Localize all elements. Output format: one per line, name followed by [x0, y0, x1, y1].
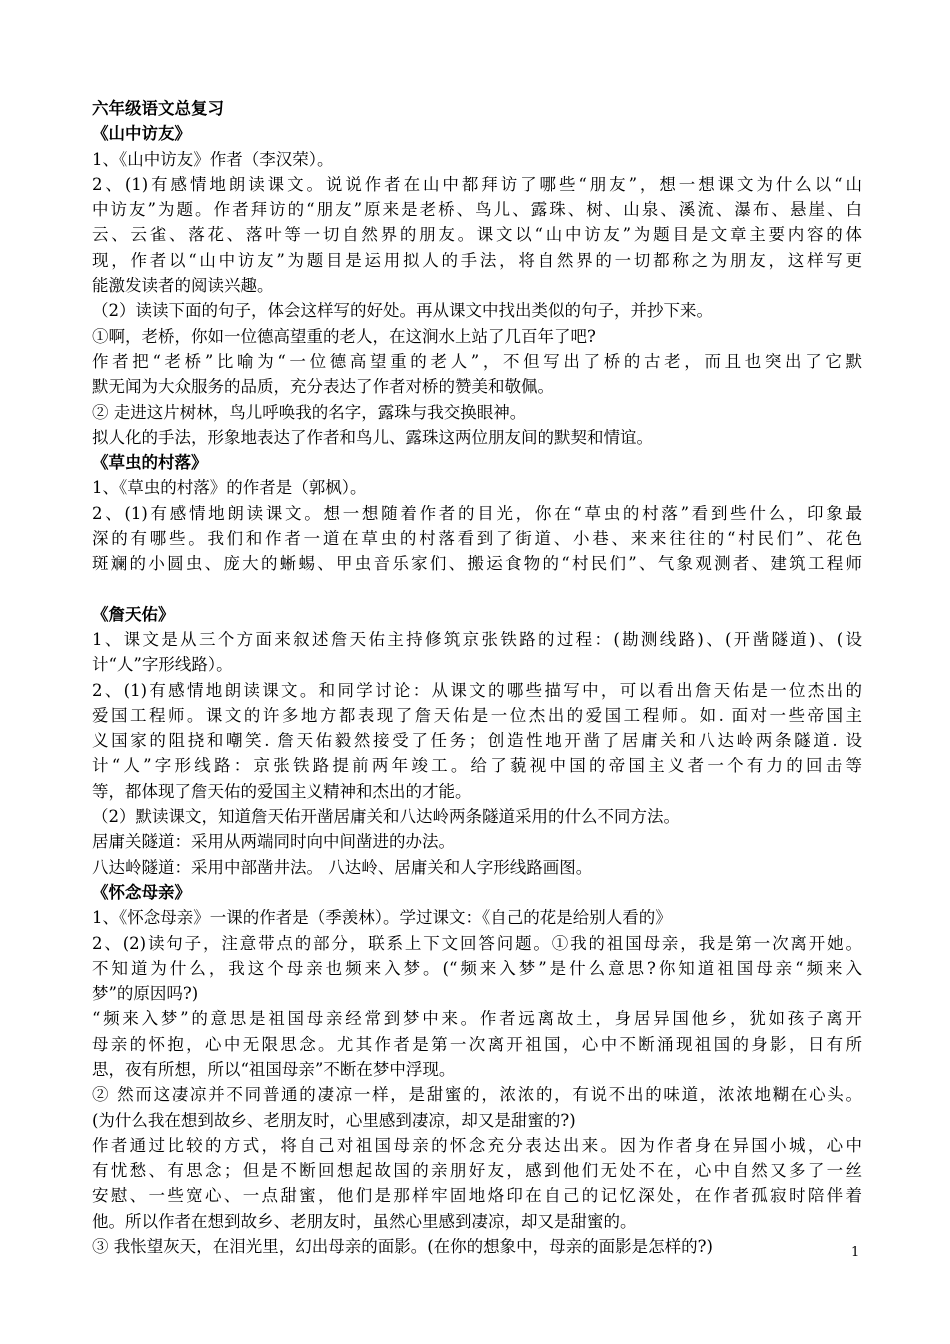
document-title: 六年级语文总复习: [92, 99, 224, 118]
paragraph-line: 云、云雀、落花、落叶等一切自然界的朋友。课文以“山中访友”为题目是文章主要内容的体: [92, 225, 862, 245]
paragraph-line: （2）默读课文，知道詹天佑开凿居庸关和八达岭两条隧道采用的什么不同方法。: [92, 807, 680, 827]
paragraph-line: 等，都体现了詹天佑的爱国主义精神和杰出的才能。: [92, 781, 472, 801]
paragraph-line: 义国家的阻挠和嘲笑. 詹天佑毅然接受了任务；创造性地开凿了居庸关和八达岭两条隧道. 设: [92, 731, 862, 751]
paragraph-line: 斑斓的小圆虫、庞大的蜥蜴、甲虫音乐家们、搬运食物的“村民们”、气象观测者、建筑工程师: [92, 554, 862, 574]
section-heading: 《詹天佑》: [92, 604, 175, 624]
paragraph-line: 计“人”字形线路：京张铁路提前两年竣工。给了藐视中国的帝国主义者一个有力的回击等: [92, 756, 862, 776]
paragraph-line: 有忧愁、有思念；但是不断回想起故国的亲朋好友，感到他们无处不在，心中自然又多了一丝: [92, 1161, 862, 1181]
blank-line: [92, 577, 862, 602]
paragraph-line: 梦”的原因吗?): [92, 984, 199, 1004]
paragraph-line: 不知道为什么，我这个母亲也频来入梦。(“频来入梦”是什么意思?你知道祖国母亲“频来入: [92, 958, 862, 978]
paragraph-line: 八达岭隧道：采用中部凿井法。 八达岭、居庸关和人字形线路画图。: [92, 857, 593, 877]
paragraph-line: 爱国工程师。课文的许多地方都表现了詹天佑是一位杰出的爱国工程师。如. 面对一些帝国主: [92, 705, 862, 725]
paragraph-line: （2）读读下面的句子，体会这样写的好处。再从课文中找出类似的句子，并抄下来。: [92, 301, 713, 321]
section-heading: 《怀念母亲》: [92, 882, 191, 902]
paragraph-line: 居庸关隧道：采用从两端同时向中间凿进的办法。: [92, 832, 455, 852]
paragraph-line: ③ 我怅望灰天，在泪光里，幻出母亲的面影。(在你的想象中，母亲的面影是怎样的?): [92, 1237, 713, 1257]
paragraph-line: ② 然而这凄凉并不同普通的凄凉一样，是甜蜜的，浓浓的，有说不出的味道，浓浓地糊在心头。: [92, 1085, 862, 1105]
paragraph-line: 深的有哪些。我们和作者一道在草虫的村落看到了街道、小巷、来来往往的“村民们”、花色: [92, 529, 862, 549]
paragraph-line: 安慰、一些宽心、一点甜蜜，他们是那样牢固地烙印在自己的记忆深处，在作者孤寂时陪伴着: [92, 1186, 862, 1206]
paragraph-line: 2、(2)读句子，注意带点的部分，联系上下文回答问题。①我的祖国母亲，我是第一次离开她。: [92, 933, 862, 953]
paragraph-line: ①啊，老桥，你如一位德高望重的老人，在这涧水上站了几百年了吧?: [92, 326, 596, 346]
document-page: [92, 96, 862, 1259]
paragraph-line: 2、(1)有感情地朗读课文。想一想随着作者的目光，你在“草虫的村落”看到些什么，印象最: [92, 503, 862, 523]
paragraph-line: 作者通过比较的方式，将自己对祖国母亲的怀念充分表达出来。因为作者身在异国小城，心中: [92, 1135, 862, 1155]
paragraph-line: 默无闻为大众服务的品质，充分表达了作者对桥的赞美和敬佩。: [92, 377, 554, 397]
paragraph-line: 1、《山中访友》作者（李汉荣）。: [92, 149, 334, 169]
paragraph-line: 拟人化的手法，形象地表达了作者和鸟儿、露珠这两位朋友间的默契和情谊。: [92, 427, 653, 447]
paragraph-line: 计“人”字形线路）。: [92, 655, 233, 675]
paragraph-line: 作者把“老桥”比喻为“一位德高望重的老人”，不但写出了桥的古老，而且也突出了它默: [92, 351, 862, 371]
page-number: 1: [851, 1245, 860, 1260]
paragraph-line: 现，作者以“山中访友”为题目是运用拟人的手法，将自然界的一切都称之为朋友，这样写更: [92, 250, 862, 270]
paragraph-line: “频来入梦”的意思是祖国母亲经常到梦中来。作者远离故土，身居异国他乡，犹如孩子离开: [92, 1009, 862, 1029]
paragraph-line: 思，夜有所想，所以“祖国母亲”不断在梦中浮现。: [92, 1059, 456, 1079]
section-heading: 《山中访友》: [92, 124, 191, 144]
paragraph-line: 2、(1)有感情地朗读课文。和同学讨论：从课文的哪些描写中，可以看出詹天佑是一位杰出的: [92, 680, 862, 700]
paragraph-line: 能激发读者的阅读兴趣。: [92, 276, 274, 296]
paragraph-line: 1、《怀念母亲》一课的作者是（季羡林）。学过课文：《自己的花是给别人看的》: [92, 908, 672, 928]
paragraph-line: 1、《草虫的村落》的作者是（郭枫）。: [92, 478, 367, 498]
paragraph-line: 1、课文是从三个方面来叙述詹天佑主持修筑京张铁路的过程：(勘测线路)、(开凿隧道)、(设: [92, 629, 862, 649]
document-body: [92, 121, 862, 1259]
paragraph-line: 中访友”为题。作者拜访的“朋友”原来是老桥、鸟儿、露珠、树、山泉、溪流、瀑布、悬崖、白: [92, 200, 862, 220]
paragraph-line: 母亲的怀抱，心中无限思念。尤其作者是第一次离开祖国，心中不断涌现祖国的身影，日有所: [92, 1034, 862, 1054]
paragraph-line: 他。所以作者在想到故乡、老朋友时，虽然心里感到凄凉，却又是甜蜜的。: [92, 1211, 637, 1231]
paragraph-line: 2、(1)有感情地朗读课文。说说作者在山中都拜访了哪些“朋友”，想一想课文为什么以“山: [92, 174, 862, 194]
section-heading: 《草虫的村落》: [92, 453, 208, 473]
paragraph-line: ② 走进这片树林，鸟儿呼唤我的名字，露珠与我交换眼神。: [92, 402, 527, 422]
paragraph-line: (为什么我在想到故乡、老朋友时，心里感到凄凉，却又是甜蜜的?): [92, 1110, 576, 1130]
